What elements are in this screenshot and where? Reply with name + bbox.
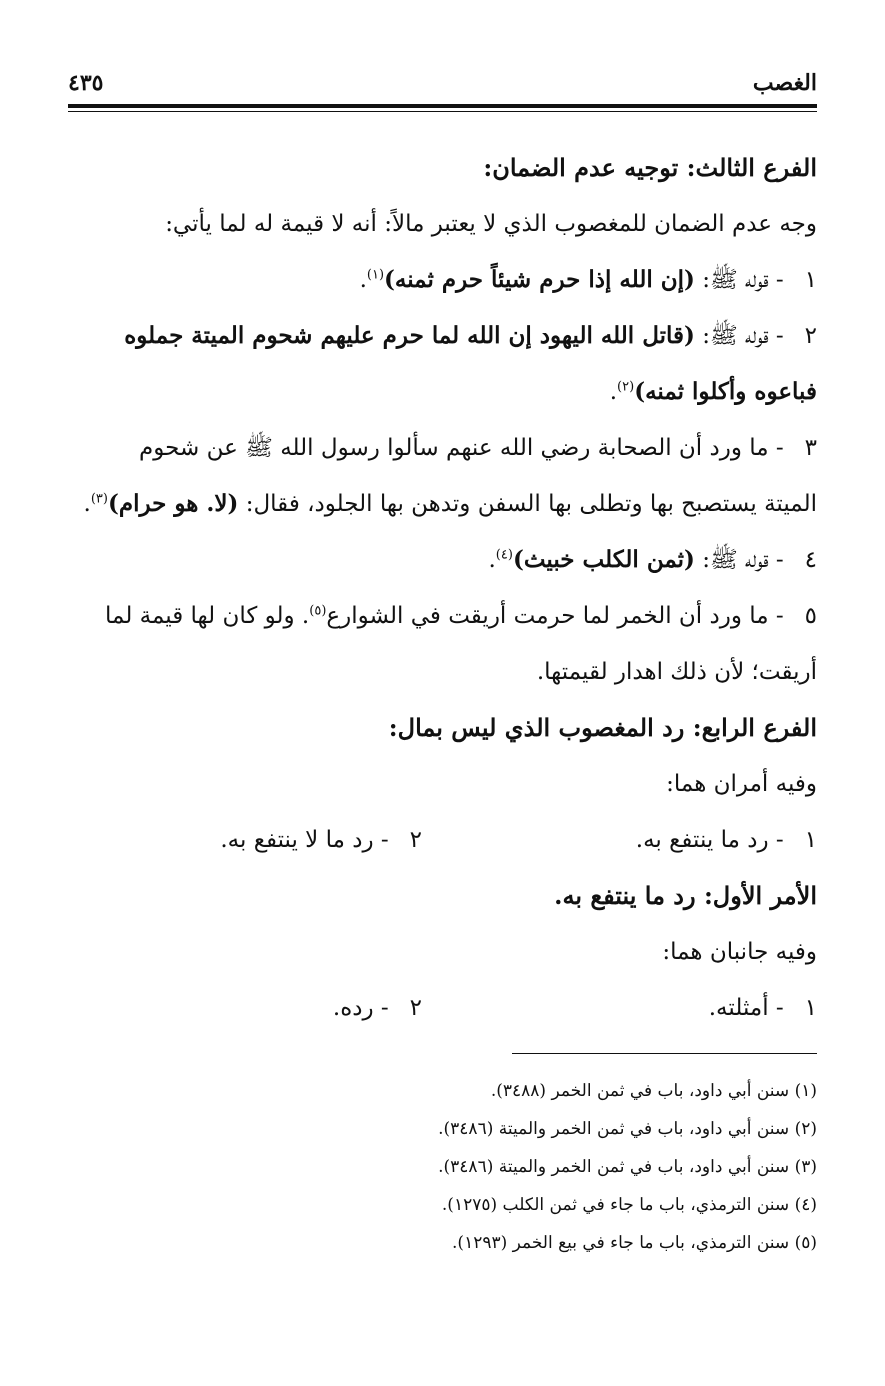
section-intro-4: وفيه أمران هما: xyxy=(666,771,817,797)
list-item xyxy=(636,812,817,868)
item-text-after: . ولو كان لها قيمة لما xyxy=(105,603,310,629)
footnote-separator xyxy=(512,1053,817,1054)
chapter-title: الغصب xyxy=(752,70,817,96)
hadith-quote: (لا. هو حرام) xyxy=(107,490,239,517)
item-text: - قوله ﷺ: xyxy=(694,267,784,293)
footnote-ref[interactable]: (٢) xyxy=(617,379,635,395)
item-text-cont: أريقت؛ لأن ذلك اهدار لقيمتها. xyxy=(536,659,817,685)
item-text: - أمثلته. xyxy=(708,995,784,1021)
hadith-quote-cont: فباعوه وأكلوا ثمنه) xyxy=(634,378,817,405)
item-number: ٥ xyxy=(804,603,817,629)
list-item xyxy=(333,980,422,1036)
list-item-3-continuation xyxy=(68,476,817,532)
subsection-heading: الأمر الأول: رد ما ينتفع به. xyxy=(554,881,817,910)
list-item-4 xyxy=(68,532,817,588)
page-header xyxy=(68,62,817,102)
footnote-ref[interactable]: (٣) xyxy=(90,491,108,507)
item-text: - ما ورد أن الخمر لما حرمت أريقت في الشوارع xyxy=(326,603,784,629)
two-matters-list xyxy=(68,812,817,868)
item-text-cont: الميتة يستصبح بها وتطلى بها السفن وتدهن بها الجلود، فقال: xyxy=(238,491,817,517)
item-end: . xyxy=(609,379,618,405)
subsection-intro: وفيه جانبان هما: xyxy=(662,939,817,965)
item-number: ٢ xyxy=(409,995,422,1021)
header-rule-thick xyxy=(68,104,817,108)
header-rule-thin xyxy=(68,111,817,112)
list-item-3 xyxy=(68,420,817,476)
footnote-ref[interactable]: (٥) xyxy=(309,603,327,619)
two-aspects-list xyxy=(68,980,817,1036)
list-item-2 xyxy=(68,308,817,364)
item-number: ١ xyxy=(804,827,817,853)
list-item-2-continuation xyxy=(68,364,817,420)
item-text: - رد ما ينتفع به. xyxy=(635,827,784,853)
list-item xyxy=(220,812,422,868)
item-number: ٤ xyxy=(804,547,817,573)
footnotes xyxy=(68,1072,817,1262)
list-item-5-continuation xyxy=(68,644,817,700)
page-body xyxy=(68,140,817,1036)
hadith-quote: (ثمن الكلب خبيث) xyxy=(512,546,695,573)
footnote-4: (٤) سنن الترمذي، باب ما جاء في ثمن الكلب (١٢٧٥). xyxy=(441,1195,817,1215)
item-end: . xyxy=(488,547,496,573)
section-intro-3: وجه عدم الضمان للمغصوب الذي لا يعتبر مالاً: أنه لا قيمة له لما يأتي: xyxy=(165,211,817,237)
item-text: - رد ما لا ينتفع به. xyxy=(220,827,389,853)
item-text: - ما ورد أن الصحابة رضي الله عنهم سألوا رسول الله ﷺ عن شحوم xyxy=(139,435,784,461)
item-number: ٢ xyxy=(409,827,422,853)
item-number: ٣ xyxy=(804,435,817,461)
list-item-1 xyxy=(68,252,817,308)
footnote-ref[interactable]: (١) xyxy=(366,267,385,283)
list-item xyxy=(709,980,817,1036)
footnote-2: (٢) سنن أبي داود، باب في ثمن الخمر والميتة (٣٤٨٦). xyxy=(438,1119,817,1139)
hadith-quote: (قاتل الله اليهود إن الله لما حرم عليهم شحوم الميتة جملوه xyxy=(124,322,695,349)
footnote-5: (٥) سنن الترمذي، باب ما جاء في بيع الخمر (١٢٩٣). xyxy=(452,1233,817,1253)
footnote-ref[interactable]: (٤) xyxy=(495,547,513,563)
item-end: . xyxy=(359,267,367,293)
item-text: - قوله ﷺ: xyxy=(694,547,784,573)
item-end: . xyxy=(83,491,91,517)
item-number: ٢ xyxy=(804,323,817,349)
hadith-quote: (إن الله إذا حرم شيئاً حرم ثمنه) xyxy=(384,266,695,293)
item-text: - رده. xyxy=(332,995,389,1021)
list-item-5 xyxy=(68,588,817,644)
item-text: - قوله ﷺ: xyxy=(694,323,784,349)
section-heading-3: الفرع الثالث: توجيه عدم الضمان: xyxy=(483,153,817,182)
item-number: ١ xyxy=(804,267,817,293)
item-number: ١ xyxy=(804,995,817,1021)
page-number: ٤٣٥ xyxy=(68,70,104,96)
section-heading-4: الفرع الرابع: رد المغصوب الذي ليس بمال: xyxy=(388,713,817,742)
footnote-1: (١) سنن أبي داود، باب في ثمن الخمر (٣٤٨٨). xyxy=(490,1081,817,1101)
footnote-3: (٣) سنن أبي داود، باب في ثمن الخمر والميتة (٣٤٨٦). xyxy=(438,1157,817,1177)
